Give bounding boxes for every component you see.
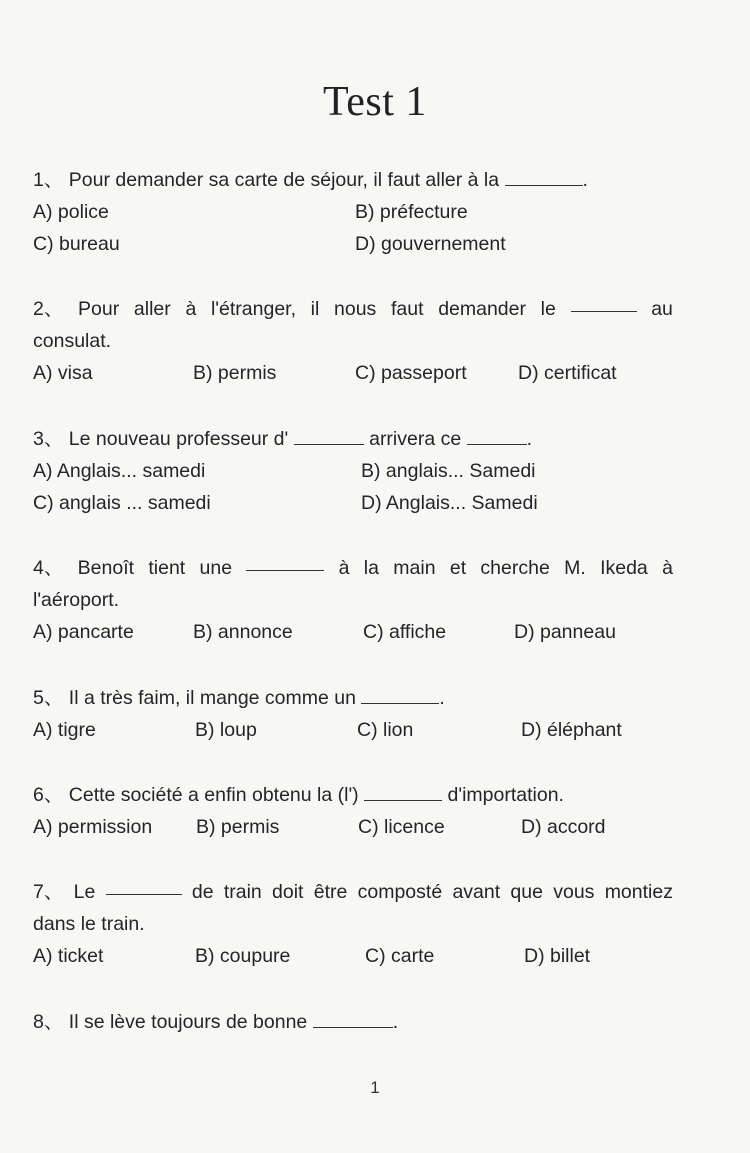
stem-word: Ikeda xyxy=(600,557,648,579)
stem-word: il xyxy=(310,298,320,320)
question-8 xyxy=(33,1006,673,1038)
question-4 xyxy=(33,552,673,648)
stem-text: . xyxy=(582,169,588,191)
stem-word: à xyxy=(185,298,197,320)
option-d: D) certificat xyxy=(518,362,617,384)
answer-blank xyxy=(313,1009,393,1028)
answer-blank xyxy=(505,167,583,186)
stem-word: la xyxy=(363,557,379,579)
stem-text: arrivera ce xyxy=(369,428,462,450)
stem-word: une xyxy=(199,557,233,579)
question-number: 1、 xyxy=(33,169,64,191)
option-d: D) gouvernement xyxy=(355,233,506,255)
stem-text: Le nouveau professeur d' xyxy=(68,428,289,450)
stem-word: être xyxy=(313,881,348,903)
option-c: C) anglais ... samedi xyxy=(33,492,211,514)
stem-text: . xyxy=(439,687,445,709)
stem-word: tient xyxy=(148,557,186,579)
option-d: D) panneau xyxy=(514,621,616,643)
question-7-stem-line2: dans le train. xyxy=(33,913,145,935)
option-c: C) bureau xyxy=(33,233,120,255)
stem-word: et xyxy=(449,557,467,579)
question-5 xyxy=(33,682,673,746)
stem-text: Pour demander sa carte de séjour, il faut aller à la xyxy=(68,169,500,191)
option-a: A) permission xyxy=(33,816,153,838)
question-6-options xyxy=(33,811,673,843)
question-3 xyxy=(33,423,673,519)
question-4-stem xyxy=(33,552,673,584)
option-b: B) annonce xyxy=(193,621,293,643)
question-2-options xyxy=(33,357,673,389)
question-2-stem xyxy=(33,293,673,325)
stem-word: à xyxy=(338,557,350,579)
question-number: 8、 xyxy=(33,1011,64,1033)
option-a: A) pancarte xyxy=(33,621,134,643)
option-d: D) billet xyxy=(524,945,591,967)
question-6-stem xyxy=(33,779,673,811)
stem-word: au xyxy=(651,298,673,320)
option-b: B) permis xyxy=(193,362,277,384)
question-5-stem xyxy=(33,682,673,714)
question-number: 6、 xyxy=(33,784,64,806)
stem-word: Pour xyxy=(78,298,120,320)
option-a: A) police xyxy=(33,201,109,223)
question-3-options xyxy=(33,455,673,487)
question-1-options xyxy=(33,196,673,228)
question-1-stem xyxy=(33,164,673,196)
stem-word: cherche xyxy=(480,557,550,579)
stem-text: d'importation. xyxy=(447,784,564,806)
option-c: C) lion xyxy=(357,719,414,741)
answer-blank xyxy=(246,552,324,571)
option-a: A) visa xyxy=(33,362,93,384)
stem-text: . xyxy=(526,428,533,450)
option-b: B) coupure xyxy=(195,945,291,967)
stem-word: Le xyxy=(73,881,96,903)
option-b: B) préfecture xyxy=(355,201,468,223)
option-d: D) accord xyxy=(521,816,606,838)
option-a: A) ticket xyxy=(33,945,104,967)
stem-word: que xyxy=(510,881,543,903)
stem-word: vous xyxy=(553,881,595,903)
question-1-options-row2 xyxy=(33,228,673,260)
stem-word: main xyxy=(393,557,436,579)
question-4-options xyxy=(33,616,673,648)
option-b: B) anglais... Samedi xyxy=(361,460,536,482)
question-7 xyxy=(33,876,673,972)
question-number: 4、 xyxy=(33,557,64,579)
question-3-options-row2 xyxy=(33,487,673,519)
page-number: 1 xyxy=(370,1078,380,1097)
stem-word: l'étranger, xyxy=(210,298,296,320)
option-c: C) carte xyxy=(365,945,435,967)
question-5-options xyxy=(33,714,673,746)
stem-text: Cette société a enfin obtenu la (l') xyxy=(68,784,359,806)
stem-text: Il a très faim, il mange comme un xyxy=(68,687,356,709)
option-a: A) Anglais... samedi xyxy=(33,460,206,482)
option-d: D) Anglais... Samedi xyxy=(361,492,538,514)
question-1 xyxy=(33,164,673,260)
answer-blank xyxy=(467,426,527,445)
stem-word: le xyxy=(540,298,556,320)
question-2 xyxy=(33,293,673,389)
question-number: 2、 xyxy=(33,298,64,320)
question-6 xyxy=(33,779,673,843)
option-c: C) affiche xyxy=(363,621,447,643)
option-a: A) tigre xyxy=(33,719,96,741)
answer-blank xyxy=(364,782,442,801)
stem-word: nous xyxy=(334,298,377,320)
answer-blank xyxy=(294,426,364,445)
question-8-stem xyxy=(33,1006,673,1038)
stem-word: avant xyxy=(452,881,501,903)
option-c: C) passeport xyxy=(355,362,467,384)
question-2-stem-line2: consulat. xyxy=(33,330,112,352)
question-number: 3、 xyxy=(33,428,64,450)
option-b: B) permis xyxy=(196,816,280,838)
stem-word: Benoît xyxy=(77,557,135,579)
option-d: D) éléphant xyxy=(521,719,622,741)
stem-word: de xyxy=(191,881,214,903)
answer-blank xyxy=(361,685,439,704)
stem-word: doit xyxy=(272,881,304,903)
stem-word: montiez xyxy=(604,881,673,903)
question-number: 5、 xyxy=(33,687,64,709)
question-7-stem xyxy=(33,876,673,908)
stem-word: à xyxy=(662,557,673,579)
option-b: B) loup xyxy=(195,719,257,741)
question-7-options xyxy=(33,940,673,972)
question-3-stem xyxy=(33,423,673,455)
page-title: Test 1 xyxy=(323,79,427,125)
question-number: 7、 xyxy=(33,881,64,903)
stem-word: demander xyxy=(438,298,526,320)
stem-word: M. xyxy=(564,557,586,579)
stem-word: train xyxy=(223,881,262,903)
stem-text: . xyxy=(392,1011,399,1033)
stem-word: faut xyxy=(390,298,424,320)
option-c: C) licence xyxy=(358,816,445,838)
answer-blank xyxy=(106,876,182,895)
stem-word: aller xyxy=(133,298,171,320)
stem-word: composté xyxy=(357,881,443,903)
stem-text: Il se lève toujours de bonne xyxy=(68,1011,308,1033)
question-4-stem-line2: l'aéroport. xyxy=(33,589,120,611)
answer-blank xyxy=(571,293,637,312)
